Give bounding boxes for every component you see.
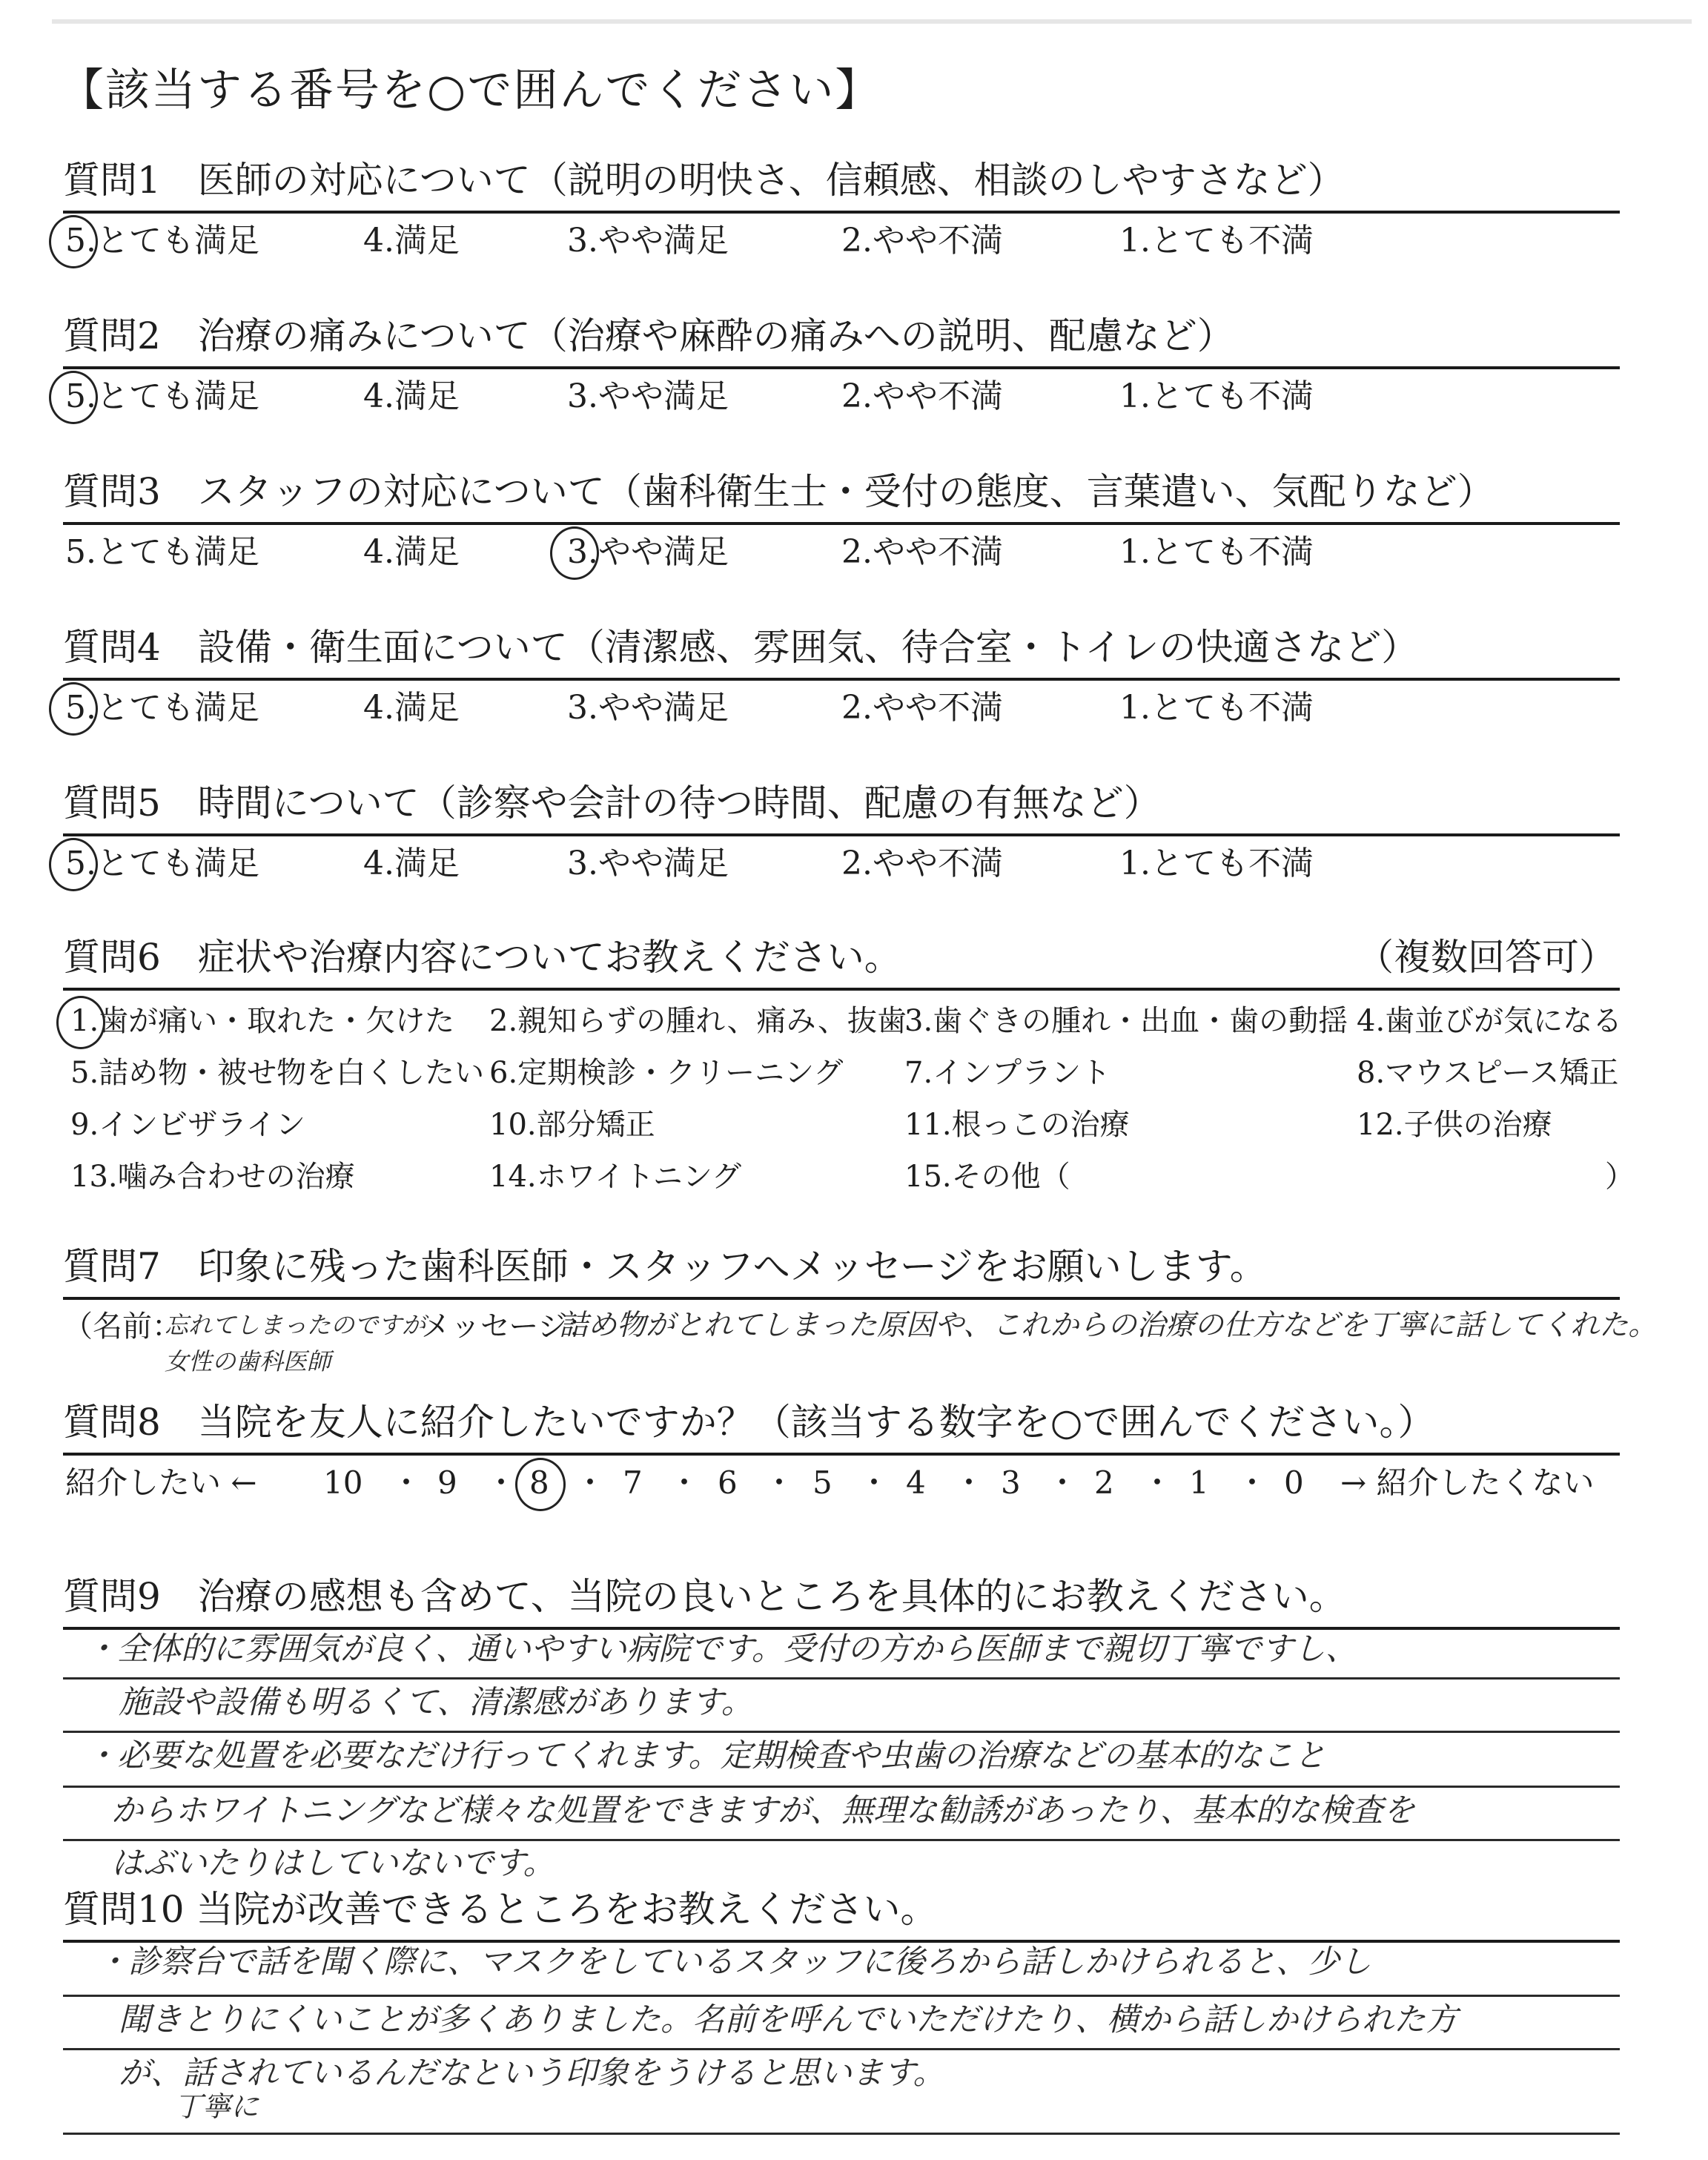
divider xyxy=(63,1297,1620,1300)
scale-value[interactable]: 6 xyxy=(718,1464,738,1501)
selection-circle xyxy=(515,1458,566,1511)
answer-rule xyxy=(63,2133,1620,2135)
rating-option-2[interactable]: 2.やや不満 xyxy=(841,222,1003,260)
scale-value[interactable]: 10 xyxy=(323,1464,363,1501)
question-title: 質問7 印象に残った歯科医師・スタッフへメッセージをお願いします。 xyxy=(63,1245,1267,1288)
scale-dot: ・ xyxy=(764,1464,795,1501)
selection-circle xyxy=(550,526,599,580)
rating-option-2[interactable]: 2.やや不満 xyxy=(841,845,1003,882)
message-value[interactable]: 詰め物がとれてしまった原因や、これからの治療の仕方などを丁寧に話してくれた。 xyxy=(559,1309,1658,1342)
answer-rule xyxy=(63,1731,1620,1733)
scale-dot: ・ xyxy=(575,1464,606,1501)
question-title: 質問1 医師の対応について（説明の明快さ、信頼感、相談のしやすさなど） xyxy=(63,159,1345,202)
rating-option-4[interactable]: 4.満足 xyxy=(363,222,460,260)
rating-option-3[interactable]: 3.やや満足 xyxy=(567,845,729,882)
scale-value[interactable]: 3 xyxy=(1001,1464,1021,1501)
divider xyxy=(63,1453,1620,1456)
question-title: 質問5 時間について（診察や会計の待つ時間、配慮の有無など） xyxy=(63,782,1161,825)
rating-option-4[interactable]: 4.満足 xyxy=(363,689,460,727)
answer-line[interactable]: ・診察台で話を聞く際に、マスクをしているスタッフに後ろから話しかけられると、少し xyxy=(96,1943,1371,1981)
other-close-paren: ） xyxy=(1605,1160,1635,1194)
name-value-line-2[interactable]: 女性の歯科医師 xyxy=(165,1347,331,1375)
divider xyxy=(63,833,1620,836)
rating-option-3[interactable]: 3.やや満足 xyxy=(567,377,729,415)
symptom-option[interactable]: 5.詰め物・被せ物を白くしたい xyxy=(70,1056,485,1090)
symptom-option[interactable]: 3.歯ぐきの腫れ・出血・歯の動揺 xyxy=(904,1004,1348,1038)
answer-line[interactable]: 聞きとりにくいことが多くありました。名前を呼んでいただけたり、横から話しかけられた方 xyxy=(119,2001,1457,2038)
answer-line[interactable]: ・必要な処置を必要なだけ行ってくれます。定期検査や虫歯の治療などの基本的なこと xyxy=(85,1737,1326,1774)
selection-circle xyxy=(56,996,105,1049)
rating-option-1[interactable]: 1.とても不満 xyxy=(1119,377,1314,415)
rating-option-5[interactable]: 5.とても満足 xyxy=(65,377,259,415)
rating-option-1[interactable]: 1.とても不満 xyxy=(1119,845,1314,882)
question-title: 質問9 治療の感想も含めて、当院の良いところを具体的にお教えください。 xyxy=(63,1575,1346,1618)
selection-circle xyxy=(49,838,98,891)
answer-line[interactable]: はぶいたりはしていないです。 xyxy=(111,1845,555,1882)
symptom-option[interactable]: 11.根っこの治療 xyxy=(904,1108,1130,1142)
scale-dot: ・ xyxy=(391,1464,423,1501)
scale-dot: ・ xyxy=(1237,1464,1268,1501)
symptom-option[interactable]: 8.マウスピース矯正 xyxy=(1357,1056,1619,1090)
scale-dot: ・ xyxy=(1142,1464,1174,1501)
answer-line[interactable]: が、話されているんだなという印象をうけると思います。 xyxy=(119,2055,945,2092)
question-title: 質問2 治療の痛みについて（治療や麻酔の痛みへの説明、配慮など） xyxy=(63,314,1234,357)
message-label: メッセージ： xyxy=(421,1309,598,1344)
name-value[interactable]: 忘れてしまったのですが xyxy=(165,1311,426,1339)
rating-option-2[interactable]: 2.やや不満 xyxy=(841,533,1003,571)
scale-dot: ・ xyxy=(486,1464,517,1501)
page-top-edge xyxy=(52,19,1692,24)
answer-rule xyxy=(63,1995,1620,1997)
divider xyxy=(63,678,1620,681)
symptom-option[interactable]: 6.定期検診・クリーニング xyxy=(489,1056,844,1090)
rating-option-4[interactable]: 4.満足 xyxy=(363,845,460,882)
scale-dot: ・ xyxy=(669,1464,701,1501)
rating-option-3[interactable]: 3.やや満足 xyxy=(567,533,729,571)
scale-value[interactable]: 4 xyxy=(906,1464,926,1501)
scale-value[interactable]: 9 xyxy=(437,1464,457,1501)
answer-line[interactable]: からホワイトニングなど様々な処置をできますが、無理な勧誘があったり、基本的な検査を xyxy=(111,1792,1415,1829)
scale-dot: ・ xyxy=(953,1464,985,1501)
question-title: 質問4 設備・衛生面について（清潔感、雰囲気、待合室・トイレの快適さなど） xyxy=(63,626,1419,669)
symptom-option[interactable]: 13.噛み合わせの治療 xyxy=(70,1160,355,1194)
form-heading: 【該当する番号を○で囲んでください】 xyxy=(59,65,881,116)
symptom-option[interactable]: 7.インプラント xyxy=(904,1056,1111,1090)
symptom-option[interactable]: 14.ホワイトニング xyxy=(489,1160,742,1194)
answer-rule xyxy=(63,1839,1620,1841)
divider xyxy=(63,366,1620,369)
divider xyxy=(63,211,1620,214)
rating-option-1[interactable]: 1.とても不満 xyxy=(1119,689,1314,727)
scale-value[interactable]: 5 xyxy=(812,1464,833,1501)
name-label: （名前： xyxy=(63,1309,182,1344)
question-title: 質問10 当院が改善できるところをお教えください。 xyxy=(63,1888,938,1931)
handwritten-insertion[interactable]: 丁寧に xyxy=(174,2090,259,2123)
rating-option-4[interactable]: 4.満足 xyxy=(363,533,460,571)
rating-option-4[interactable]: 4.満足 xyxy=(363,377,460,415)
rating-option-2[interactable]: 2.やや不満 xyxy=(841,377,1003,415)
question-title: 質問8 当院を友人に紹介したいですか？（該当する数字を○で囲んでください。） xyxy=(63,1401,1435,1444)
answer-rule xyxy=(63,1677,1620,1680)
rating-option-5[interactable]: 5.とても満足 xyxy=(65,533,259,571)
answer-line[interactable]: ・全体的に雰囲気が良く、通いやすい病院です。受付の方から医師まで親切丁寧ですし、 xyxy=(85,1631,1357,1668)
divider xyxy=(63,1627,1620,1630)
symptom-option[interactable]: 2.親知らずの腫れ、痛み、抜歯 xyxy=(489,1004,907,1038)
scale-value[interactable]: 0 xyxy=(1284,1464,1304,1501)
answer-rule xyxy=(63,1786,1620,1788)
rating-option-3[interactable]: 3.やや満足 xyxy=(567,689,729,727)
rating-option-5[interactable]: 5.とても満足 xyxy=(65,222,259,260)
scale-value[interactable]: 1 xyxy=(1189,1464,1209,1501)
symptom-option[interactable]: 1.歯が痛い・取れた・欠けた xyxy=(70,1004,455,1038)
scale-left-label: 紹介したい ← xyxy=(65,1464,257,1501)
symptom-option[interactable]: 9.インビザライン xyxy=(70,1108,305,1142)
rating-option-1[interactable]: 1.とても不満 xyxy=(1119,533,1314,571)
answer-rule xyxy=(63,2048,1620,2050)
multiple-answer-note: （複数回答可） xyxy=(1357,936,1616,979)
symptom-option[interactable]: 4.歯並びが気になる xyxy=(1357,1004,1623,1038)
rating-option-2[interactable]: 2.やや不満 xyxy=(841,689,1003,727)
rating-option-5[interactable]: 5.とても満足 xyxy=(65,845,259,882)
selection-circle xyxy=(49,682,98,736)
rating-option-5[interactable]: 5.とても満足 xyxy=(65,689,259,727)
selection-circle xyxy=(49,215,98,268)
scale-dot: ・ xyxy=(1047,1464,1079,1501)
question-title: 質問3 スタッフの対応について（歯科衛生士・受付の態度、言葉遣い、気配りなど） xyxy=(63,470,1494,513)
scale-value[interactable]: 2 xyxy=(1094,1464,1114,1501)
selection-circle xyxy=(49,371,98,424)
divider xyxy=(63,1940,1620,1943)
divider xyxy=(63,522,1620,525)
rating-option-1[interactable]: 1.とても不満 xyxy=(1119,222,1314,260)
scale-dot: ・ xyxy=(858,1464,890,1501)
scale-right-label: → 紹介したくない xyxy=(1340,1464,1595,1501)
divider xyxy=(63,988,1620,991)
scale-value[interactable]: 8 xyxy=(529,1464,549,1501)
rating-option-3[interactable]: 3.やや満足 xyxy=(567,222,729,260)
symptom-option[interactable]: 12.子供の治療 xyxy=(1357,1108,1552,1142)
question-title: 質問6 症状や治療内容についてお教えください。 xyxy=(63,936,901,979)
scale-value[interactable]: 7 xyxy=(623,1464,643,1501)
answer-line[interactable]: 施設や設備も明るくて、清潔感があります。 xyxy=(119,1684,753,1721)
symptom-option[interactable]: 10.部分矯正 xyxy=(489,1108,655,1142)
symptom-option[interactable]: 15.その他（ xyxy=(904,1160,1070,1194)
